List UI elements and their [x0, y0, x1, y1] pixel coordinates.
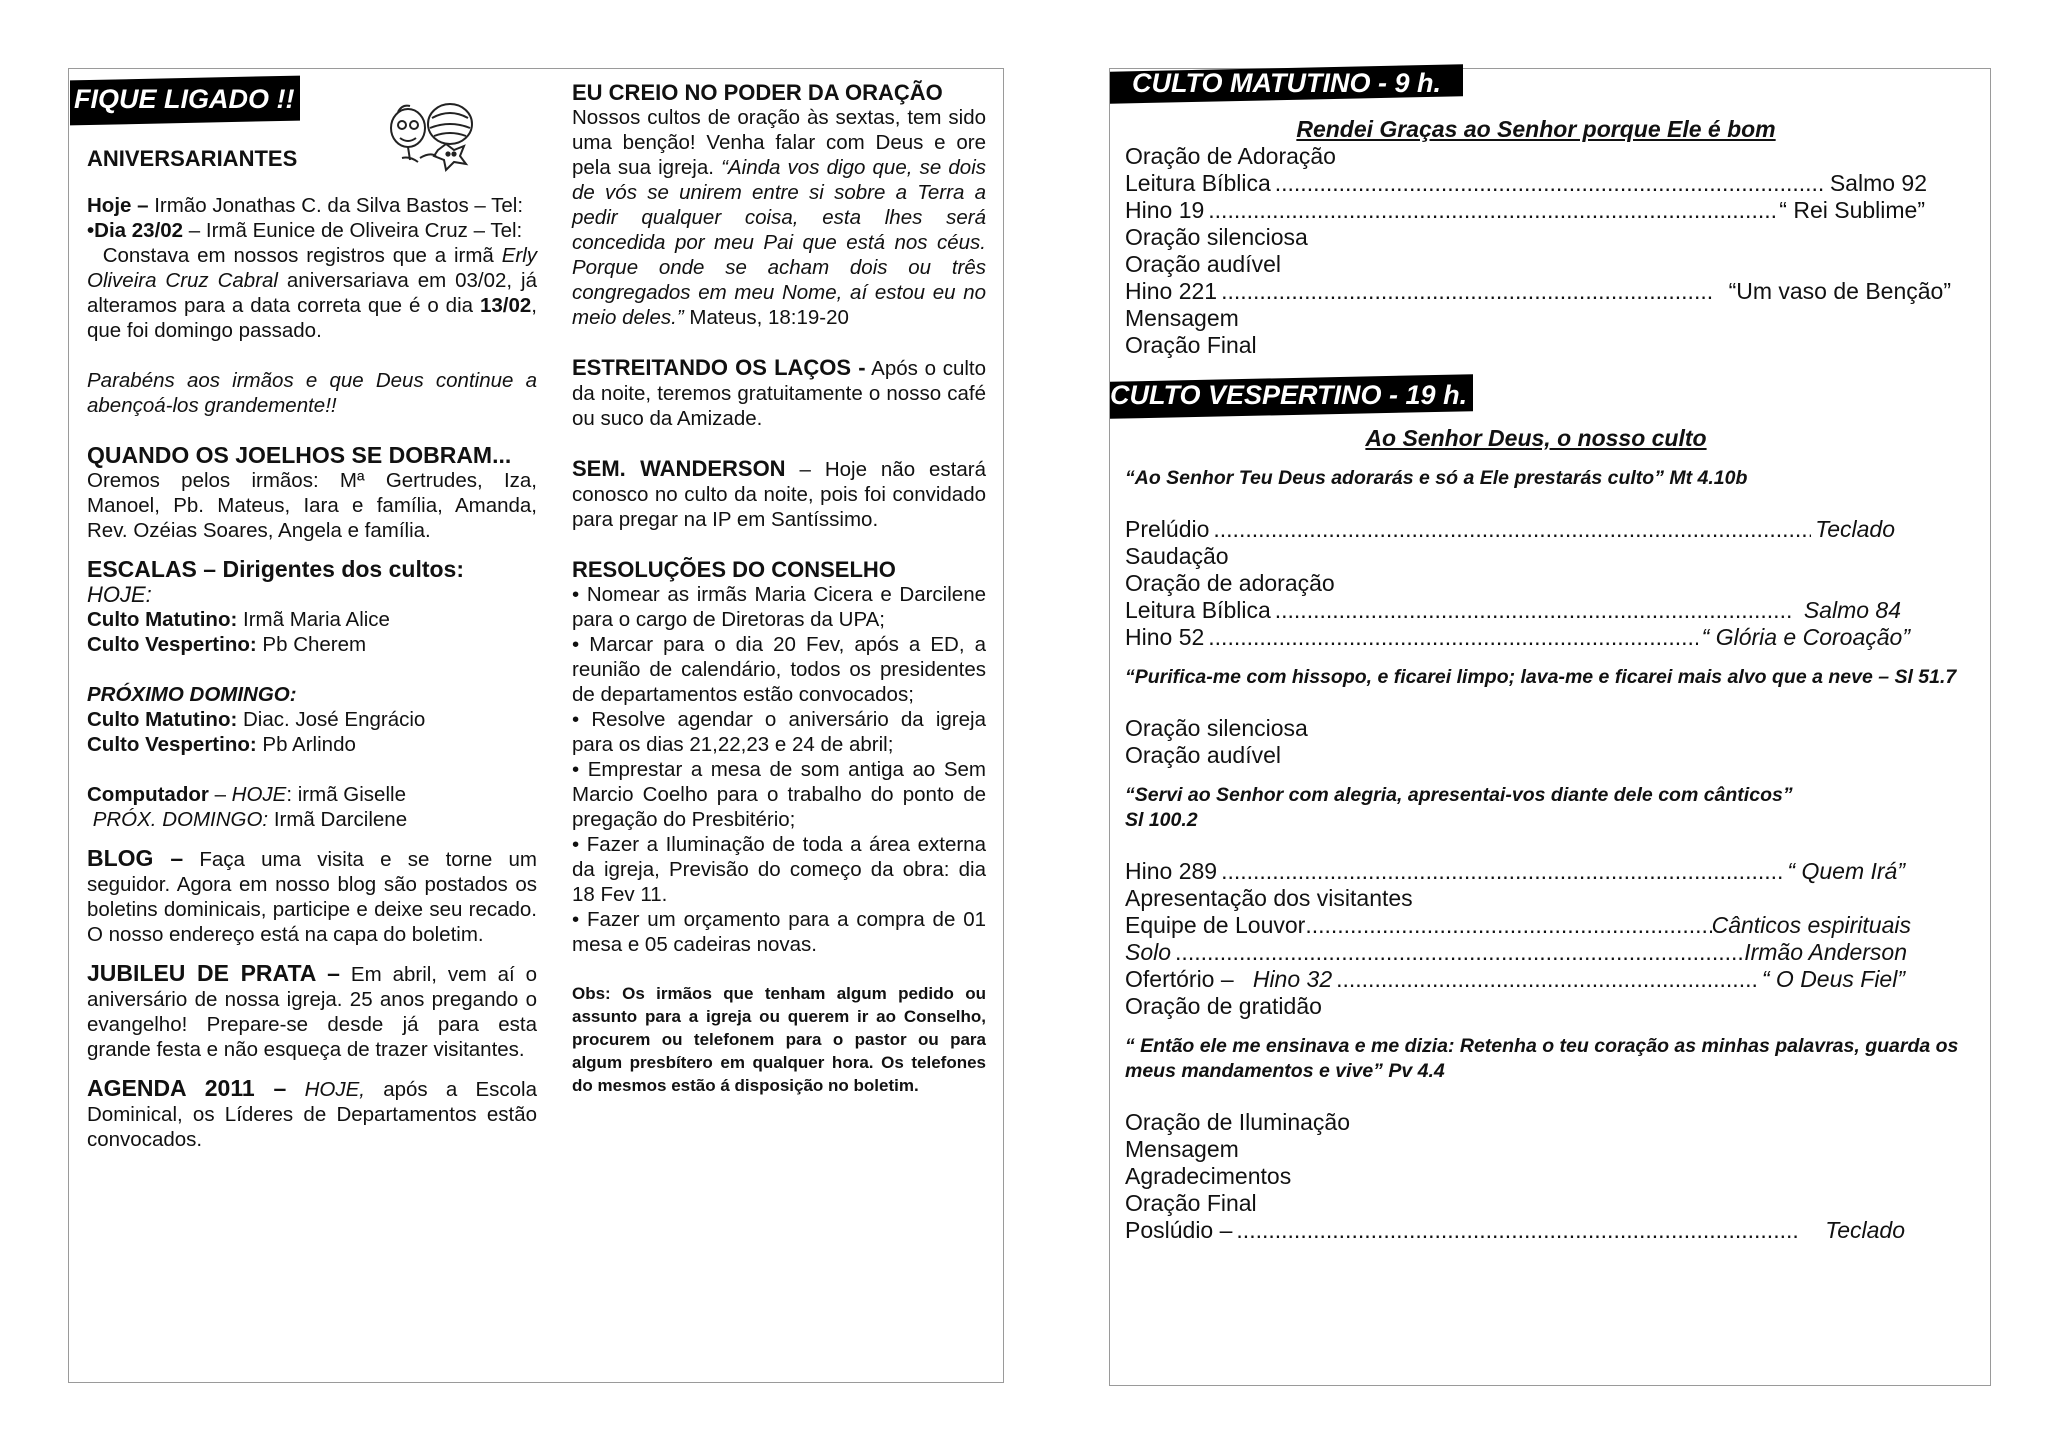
parabens-text: Parabéns aos irmãos e que Deus continue a abençoá-los grandemente!! [87, 369, 537, 417]
joelhos-text: Oremos pelos irmãos: Mª Gertrudes, Iza, Manoel, Pb. Mateus, Iara e família, Amanda, Rev. Ozéias Soares, Angela e família. [87, 469, 537, 542]
escalas-title: ESCALAS – Dirigentes dos cultos: [87, 556, 465, 582]
oracao-title: EU CREIO NO PODER DA ORAÇÃO [572, 80, 943, 105]
computador-hoje: Computador – HOJE: irmã Giselle [87, 783, 406, 806]
left-column-2 [572, 80, 986, 1097]
oracao-iluminacao: Oração de Iluminação [1125, 1109, 1351, 1135]
posludio-line: Poslúdio – ..... Teclado [1125, 1217, 1905, 1244]
oracao-gratidao: Oração de gratidão [1125, 993, 1322, 1019]
culto-vespertino-section [1125, 425, 1975, 1244]
escala-vespertino-hoje: Culto Vespertino: Pb Cherem [87, 633, 367, 656]
fique-ligado-banner: FIQUE LIGADO !! [70, 76, 300, 126]
blog-section: BLOG – Faça uma visita e se torne um seguidor. Agora em nosso blog são postados os boletins dominicais, participe e deixe seu recado. O nosso endereço está na capa do boletim. [87, 845, 538, 946]
escalas-hoje: HOJE: [87, 582, 152, 607]
escala-vespertino-prox: Culto Vespertino: Pb Arlindo [87, 733, 356, 756]
vespertino-mensagem: Mensagem [1125, 1136, 1239, 1162]
escala-matutino-prox: Culto Matutino: Diac. José Engrácio [87, 708, 426, 731]
sem-section: SEM. WANDERSON – Hoje não estará conosco no culto da noite, pois foi convidado para pregar na IP em Santíssimo. [572, 456, 986, 531]
left-column-1 [87, 146, 537, 1152]
apresentacao-visitantes: Apresentação dos visitantes [1125, 885, 1413, 911]
solo-line: Solo ..... Irmão Anderson [1125, 939, 1907, 966]
oracao-adoracao: Oração de adoração [1125, 570, 1335, 596]
culto-matutino-section [1125, 116, 1951, 359]
verse-1: “Ao Senhor Teu Deus adorarás e só a Ele prestarás culto” Mt 4.10b [1125, 467, 1748, 489]
saudacao: Saudação [1125, 543, 1229, 569]
oracao-silenciosa: Oração silenciosa [1125, 715, 1308, 741]
vespertino-theme: Ao Senhor Deus, o nosso culto [1365, 425, 1707, 451]
resolucao-item: • Marcar para o dia 20 Fev, após a ED, a reunião de calendário, todos os presidentes de departamentos estão convocados; [572, 633, 986, 706]
resolucoes-title: RESOLUÇÕES DO CONSELHO [572, 557, 896, 582]
joelhos-title: QUANDO OS JOELHOS SE DOBRAM... [87, 442, 512, 468]
aniversariantes-title: ANIVERSARIANTES [87, 146, 298, 171]
oracao-audivel: Oração audível [1125, 742, 1281, 768]
verse-3a: “Servi ao Senhor com alegria, apresentai-vos diante dele com cânticos” [1125, 784, 1793, 806]
obs-text: Obs: Os irmãos que tenham algum pedido ou assunto para a igreja ou querem ir ao Conselho, procurem ou telefonem para o pastor ou para algum presbítero em qualquer hora. Os telefones do mesmos estão á disposição no boletim. [572, 984, 986, 1095]
verse-2: “Purifica-me com hissopo, e ficarei limpo; lava-me e ficarei mais alvo que a neve – Sl 51.7 [1125, 666, 1957, 688]
resolucao-item: • Fazer a Iluminação de toda a área externa da igreja, Previsão do começo da obra: dia 18 Fev 11. [572, 833, 986, 906]
culto-matutino-banner: CULTO MATUTINO - 9 h. [1110, 64, 1463, 103]
escalas-proximo: PRÓXIMO DOMINGO: [87, 683, 297, 706]
oracao-text: Nossos cultos de oração às sextas, tem sido uma benção! Venha falar com Deus e ore pela sua igreja. “Ainda vos digo que, se dois de vós se unirem entre si sobre a Terra a pedir qualquer coisa, esta lhes será concedida por meu Pai que está nos céus. Porque onde se acham dois ou três congregados em meu Nome, aí estou eu no meio deles.” Mateus, 18:19-20 [572, 106, 986, 329]
hino52-line: Hino 52 ..... “ Glória e Coroação” [1125, 624, 1910, 651]
matutino-mensagem: Mensagem [1125, 305, 1239, 331]
louvor-line: Equipe de Louvor ..... Cânticos espirituais [1125, 912, 1911, 939]
resolucao-item: • Resolve agendar o aniversário da igreja para os dias 21,22,23 e 24 de abril; [572, 708, 986, 756]
matutino-audivel: Oração audível [1125, 251, 1281, 277]
resolucao-item: • Emprestar a mesa de som antiga ao Sem Marcio Coelho para o trabalho do ponto de pregação do Presbitério; [572, 758, 986, 831]
resolucao-item: • Nomear as irmãs Maria Cicera e Darcilene para o cargo de Diretoras da UPA; [572, 583, 986, 631]
resolucao-item: • Fazer um orçamento para a compra de 01 mesa e 05 cadeiras novas. [572, 908, 986, 956]
culto-vespertino-banner: CULTO VESPERTINO - 19 h. [1110, 374, 1473, 419]
matutino-final: Oração Final [1125, 332, 1257, 358]
matutino-theme: Rendei Graças ao Senhor porque Ele é bom [1296, 116, 1776, 142]
matutino-adoracao: Oração de Adoração [1125, 143, 1336, 169]
matutino-leitura-line: Leitura Bíblica ..... Salmo 92 [1125, 170, 1927, 197]
lacos-section: ESTREITANDO OS LAÇOS - Após o culto da noite, teremos gratuitamente o nosso café ou suco da Amizade. [572, 355, 986, 430]
preludio-line: Prelúdio ..... Teclado [1125, 516, 1895, 543]
matutino-hino221-line: Hino 221 ..... “Um vaso de Benção” [1125, 278, 1951, 305]
leitura-line: Leitura Bíblica ..... Salmo 84 [1125, 597, 1901, 624]
aniversario-dia: •Dia 23/02 – Irmã Eunice de Oliveira Cruz – Tel: [87, 219, 523, 242]
aniversario-correcao: Constava em nossos registros que a irmã Erly Oliveira Cruz Cabral aniversariava em 03/02, já alteramos para a data correta que é o dia 13/02, que foi domingo passado. [87, 244, 537, 342]
ofertorio-line: Ofertório – Hino 32 ..... “ O Deus Fiel” [1125, 966, 1905, 993]
aniversario-hoje: Hoje – Irmão Jonathas C. da Silva Bastos – Tel: [87, 194, 524, 217]
computador-prox: PRÓX. DOMINGO: Irmã Darcilene [92, 808, 408, 831]
verse-3b: Sl 100.2 [1125, 809, 1198, 831]
vespertino-final: Oração Final [1125, 1190, 1257, 1216]
agenda-section: AGENDA 2011 – HOJE, após a Escola Dominical, os Líderes de Departamentos estão convocados. [87, 1075, 538, 1151]
matutino-silenciosa: Oração silenciosa [1125, 224, 1308, 250]
hino289-line: Hino 289 ..... “ Quem Irá” [1125, 858, 1905, 885]
agradecimentos: Agradecimentos [1125, 1163, 1292, 1189]
verse-4: “ Então ele me ensinava e me dizia: Retenha o teu coração as minhas palavras, guarda os meus mandamentos e vive” Pv 4.4 [1125, 1035, 1959, 1082]
jubileu-section: JUBILEU DE PRATA – Em abril, vem aí o aniversário de nossa igreja. 25 anos pregando o evangelho! Prepare-se desde já para esta grande festa e não esqueça de trazer visitantes. [87, 960, 537, 1061]
escala-matutino-hoje: Culto Matutino: Irmã Maria Alice [87, 608, 390, 631]
matutino-hino19-line: Hino 19 ..... “ Rei Sublime” [1125, 197, 1925, 224]
